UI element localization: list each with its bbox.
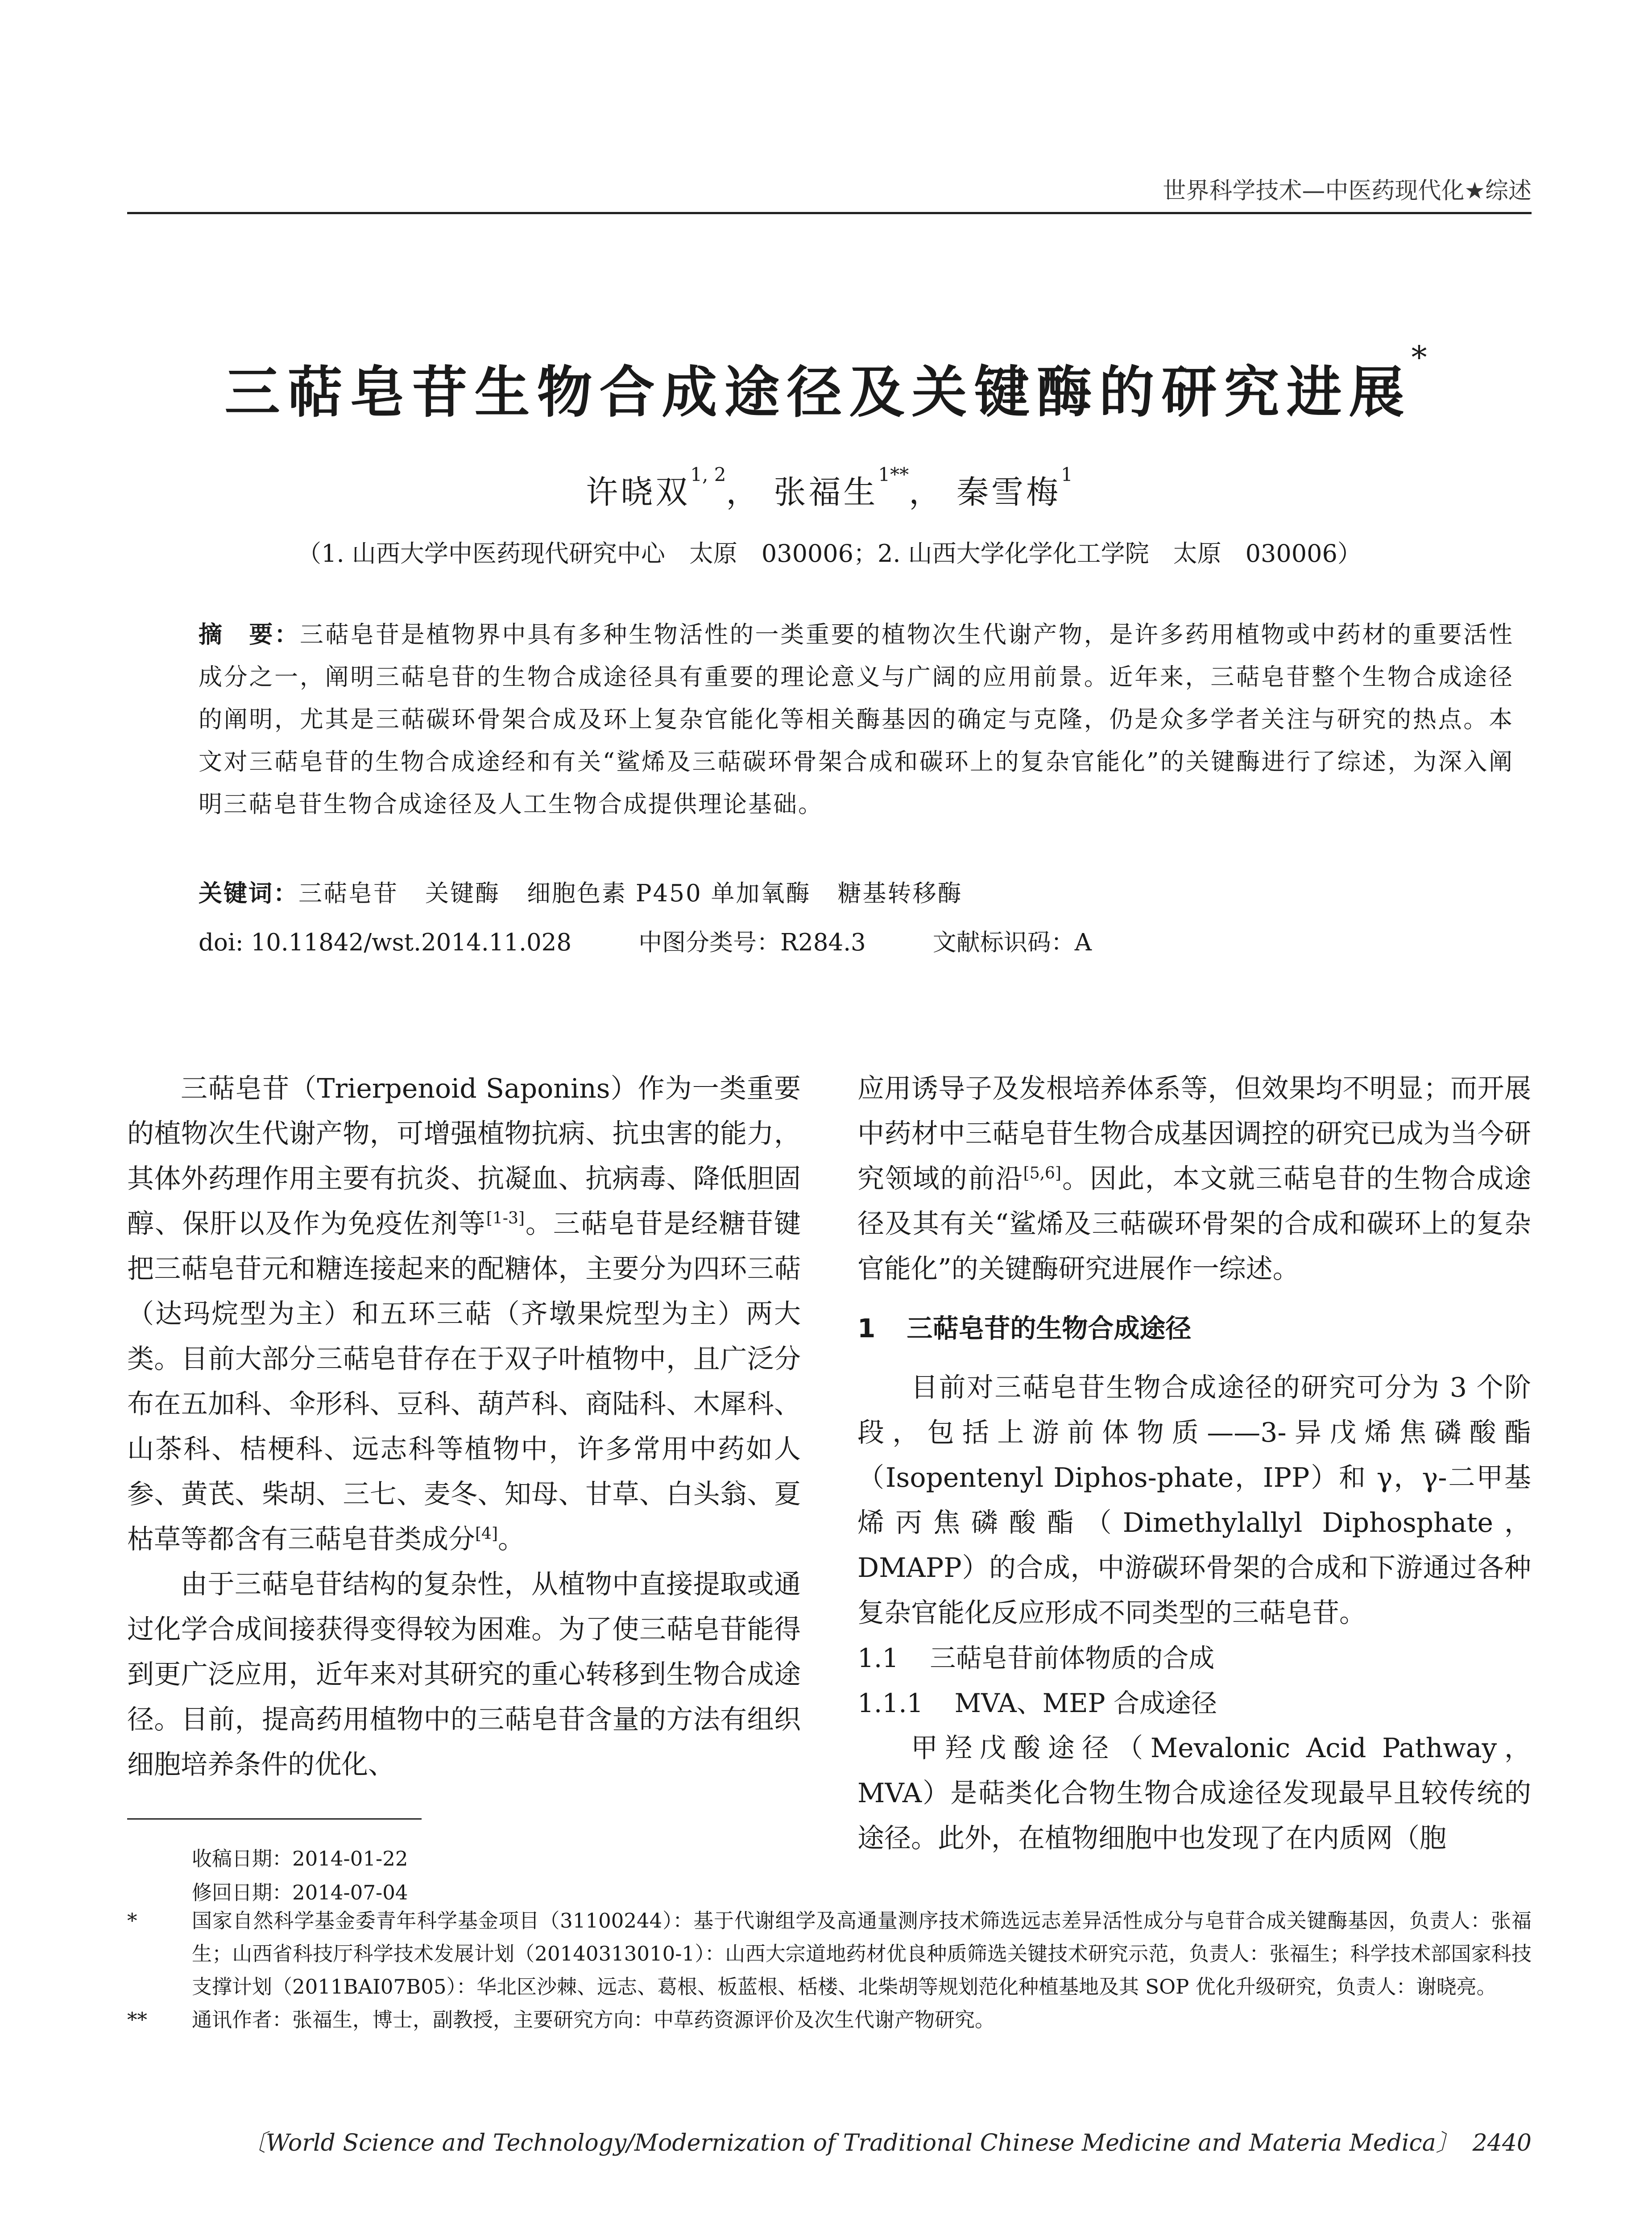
affiliation: （1. 山西大学中医药现代研究中心 太原 030006；2. 山西大学化学化工学院 太原 030006）: [297, 539, 1362, 568]
body-paragraph: 三萜皂苷（Trierpenoid Saponins）作为一类重要的植物次生代谢产物，可增强植物抗病、抗虫害的能力，其体外药理作用主要有抗炎、抗凝血、抗病毒、降低胆固醇、保肝以及作为免疫佐剂等[1-3]。三萜皂苷是经糖苷键把三萜皂苷元和糖连接起来的配糖体，主要分为四环三萜（达玛烷型为主）和五环三萜（齐墩果烷型为主）两大类。目前大部分三萜皂苷存在于双子叶植物中，且广泛分布在五加科、伞形科、豆科、葫芦科、商陆科、木犀科、山茶科、桔梗科、远志科等植物中，许多常用中药如人参、黄芪、柴胡、三七、麦冬、知母、甘草、白头翁、夏枯草等都含有三萜皂苷类成分[4]。: [127, 1073, 801, 1555]
body-paragraph: 甲羟戊酸途径（Mevalonic Acid Pathway，MVA）是萜类化合物生物合成途径发现最早且较传统的途径。此外，在植物细胞中也发现了在内质网（胞: [857, 1733, 1531, 1854]
author-separator: ，: [909, 473, 944, 511]
article-meta: [199, 924, 1514, 958]
author-affiliation-mark: 1**: [878, 464, 909, 485]
keyword: 糖基转移酶: [837, 880, 963, 907]
section-title: 三萜皂苷的生物合成途径: [907, 1313, 1192, 1344]
journal-name: 〔World Science and Technology/Modernization of Traditional Chinese Medicine and Materia Medica〕: [242, 2130, 1459, 2156]
abstract: [199, 614, 1514, 825]
footnote-text: 国家自然科学基金委青年科学基金项目（31100244）：基于代谢组学及高通量测序技术筛选远志差异活性成分与皂苷合成关键酶基因，负责人：张福生；山西省科技厅科学技术发展计划（20140313010-1）：山西大宗道地药材优良种质筛选关键技术研究示范，负责人：张福生；科学技术部国家科技支撑计划（2011BAI07B05）：华北区沙棘、远志、葛根、板蓝根、栝楼、北柴胡等规划范化种植基地及其 SOP 优化升级研究，负责人：谢晓亮。: [192, 1909, 1532, 1999]
keyword: 三萜皂苷: [298, 880, 398, 907]
subsection-title: 三萜皂苷前体物质的合成: [930, 1643, 1215, 1673]
running-head: 世界科学技术—中医药现代化★综述: [1163, 178, 1532, 204]
author-affiliation-mark: 1, 2: [690, 464, 726, 485]
page-footer: [243, 2124, 1532, 2157]
title-text: 三萜皂苷生物合成途径及关键酶的研究进展: [224, 360, 1412, 425]
received-date: 收稿日期：2014-01-22: [192, 1847, 408, 1870]
subsubsection-number: 1.1.1: [857, 1688, 923, 1718]
clc-number: 中图分类号：R284.3: [638, 929, 866, 956]
subsubsection-title: MVA、MEP 合成途径: [954, 1688, 1217, 1718]
subsubsection-heading: [857, 1681, 1531, 1726]
author-name: 许晓双: [586, 473, 691, 511]
abstract-text: 三萜皂苷是植物界中具有多种生物活性的一类重要的植物次生代谢产物，是许多药用植物或中药材的重要活性成分之一，阐明三萜皂苷的生物合成途径具有重要的理论意义与广阔的应用前景。近年来，三萜皂苷整个生物合成途径的阐明，尤其是三萜碳环骨架合成及环上复杂官能化等相关酶基因的确定与克隆，仍是众多学者关注与研究的热点。本文对三萜皂苷的生物合成途经和有关“鲨烯及三萜碳环骨架合成和碳环上的复杂官能化”的关键酶进行了综述，为深入阐明三萜皂苷生物合成途径及人工生物合成提供理论基础。: [199, 621, 1514, 818]
page-number: 2440: [1472, 2130, 1532, 2156]
article-dates: [192, 1842, 408, 1910]
doi: doi: 10.11842/wst.2014.11.028: [199, 929, 572, 956]
header-rule: [127, 212, 1532, 214]
citation: [4]: [475, 1525, 498, 1543]
author-name: 秦雪梅: [956, 473, 1061, 511]
footnote: [127, 2003, 1532, 2036]
footnote: [127, 1904, 1532, 2003]
revised-date: 修回日期：2014-07-04: [192, 1881, 408, 1904]
author-affiliation-mark: 1: [1061, 464, 1073, 485]
body-paragraph: 目前对三萜皂苷生物合成途径的研究可分为 3 个阶段，包括上游前体物质——3-异戊烯焦磷酸酯（Isopentenyl Diphos-phate，IPP）和 γ，γ-二甲基烯丙焦磷酸酯（Dimethylallyl Diphosphate，DMAPP）的合成，中游碳环骨架的合成和下游通过各种复杂官能化反应形成不同类型的三萜皂苷。: [857, 1372, 1531, 1629]
title-footnote-mark: *: [1411, 339, 1434, 376]
author-list: [127, 466, 1532, 513]
footnotes: [127, 1904, 1532, 2036]
keyword: 细胞色素 P450 单加氧酶: [527, 880, 811, 907]
body-column-left: [127, 1066, 801, 1787]
author-separator: ，: [726, 473, 761, 511]
section-number: 1: [857, 1313, 876, 1344]
article-title: [127, 339, 1532, 427]
keywords: [199, 875, 1514, 908]
footnote-mark: **: [127, 2008, 147, 2032]
keyword: 关键酶: [425, 880, 500, 907]
document-code: 文献标识码：A: [932, 929, 1092, 956]
footnote-text: 通讯作者：张福生，博士，副教授，主要研究方向：中草药资源评价及次生代谢产物研究。: [192, 2008, 995, 2032]
body-paragraph: 由于三萜皂苷结构的复杂性，从植物中直接提取或通过化学合成间接获得变得较为困难。为了使三萜皂苷能得到更广泛应用，近年来对其研究的重心转移到生物合成途径。目前，提高药用植物中的三萜皂苷含量的方法有组织细胞培养条件的优化、: [127, 1569, 801, 1780]
citation: [5,6]: [1023, 1164, 1061, 1182]
subsection-heading: [857, 1636, 1531, 1681]
body-column-right: [857, 1066, 1531, 1861]
keywords-label: 关键词：: [199, 879, 298, 907]
author-name: 张福生: [774, 473, 878, 511]
citation: [1-3]: [486, 1209, 525, 1227]
abstract-label: 摘 要：: [199, 621, 300, 648]
section-heading: [857, 1306, 1531, 1351]
footnote-rule: [127, 1818, 422, 1820]
subsection-number: 1.1: [857, 1643, 899, 1673]
body-paragraph: 应用诱导子及发根培养体系等，但效果均不明显；而开展中药材中三萜皂苷生物合成基因调控的研究已成为当今研究领域的前沿[5,6]。因此，本文就三萜皂苷的生物合成途径及其有关“鲨烯及三萜碳环骨架的合成和碳环上的复杂官能化”的关键酶研究进展作一综述。: [857, 1073, 1532, 1285]
footnote-mark: *: [127, 1909, 137, 1932]
